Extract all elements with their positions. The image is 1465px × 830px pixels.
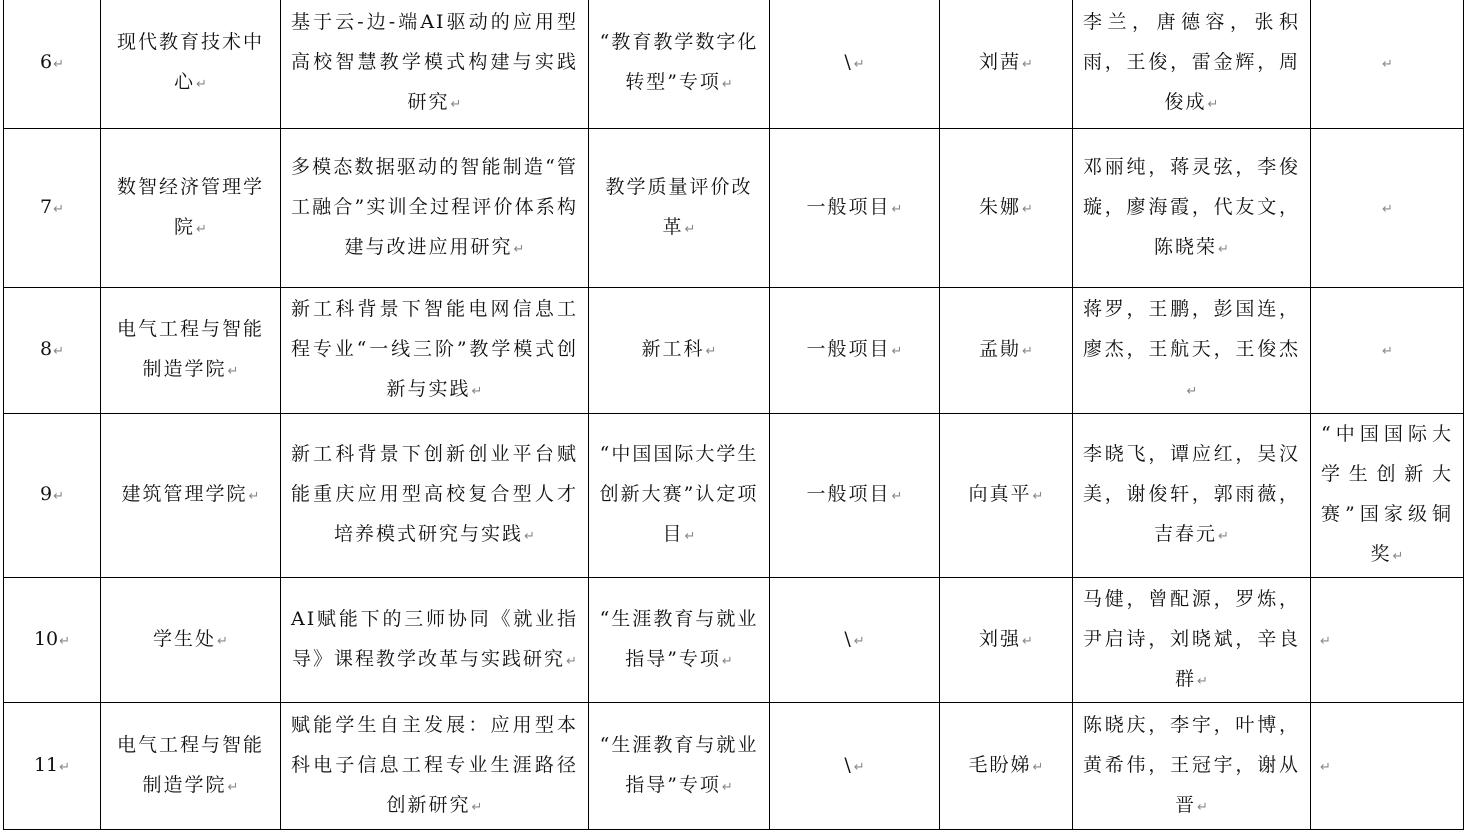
leader-cell: [940, 414, 1073, 578]
leader-cell: [940, 288, 1073, 414]
project-leader: 朱娜: [979, 195, 1022, 218]
paragraph-mark-icon: [854, 760, 865, 775]
project-title: 赋能学生自主发展：应用型本科电子信息工程专业生涯路径创新研究: [291, 713, 578, 816]
college-cell: [101, 0, 281, 129]
category-cell: [589, 288, 770, 414]
leader-cell: [940, 129, 1073, 288]
project-leader: 孟勛: [979, 338, 1022, 360]
project-level: 一般项目: [806, 195, 891, 218]
paragraph-mark-icon: [1197, 800, 1208, 815]
members-cell: [1073, 578, 1311, 703]
college-name: 建筑管理学院: [121, 483, 248, 505]
college-name: 数智经济管理学院: [116, 175, 264, 238]
paragraph-mark-icon: [566, 654, 577, 669]
level-cell: [770, 288, 940, 414]
paragraph-mark-icon: [53, 57, 64, 72]
project-title: 基于云-边-端AI驱动的应用型高校智慧教学模式构建与实践研究: [291, 11, 578, 113]
paragraph-mark-icon: [249, 489, 260, 504]
project-note: “中国国际大学生创新大赛”国家级铜奖: [1321, 423, 1453, 565]
project-level: 一般项目: [806, 338, 891, 360]
table-row: [4, 129, 1464, 288]
paragraph-mark-icon: [1208, 97, 1219, 112]
project-category: “教育教学数字化转型”专项: [599, 31, 759, 93]
row-number-cell: [4, 0, 101, 129]
paragraph-mark-icon: [892, 344, 903, 359]
paragraph-mark-icon: [1022, 344, 1033, 359]
paragraph-mark-icon: [892, 489, 903, 504]
project-members: 李兰，唐德容，张积雨，王俊，雷金辉，周俊成: [1083, 11, 1300, 113]
category-cell: [589, 414, 770, 578]
paragraph-mark-icon: [451, 97, 462, 112]
project-category: “中国国际大学生创新大赛”认定项目: [599, 443, 759, 545]
note-cell: [1311, 578, 1464, 703]
paragraph-mark-icon: [196, 222, 207, 237]
paragraph-mark-icon: [53, 202, 64, 217]
category-cell: [589, 0, 770, 129]
project-level: 一般项目: [806, 483, 891, 505]
college-cell: [101, 414, 281, 578]
table-row: [4, 288, 1464, 414]
paragraph-mark-icon: [1022, 634, 1033, 649]
paragraph-mark-icon: [53, 489, 64, 504]
row-number-cell: [4, 414, 101, 578]
project-category: “生涯教育与就业指导”专项: [599, 733, 759, 796]
project-members: 蒋罗，王鹏，彭国连，廖杰，王航天，王俊杰: [1083, 298, 1300, 360]
paragraph-mark-icon: [1218, 529, 1229, 544]
paragraph-mark-icon: [1033, 489, 1044, 504]
paragraph-mark-icon: [1187, 384, 1198, 399]
level-cell: [770, 0, 940, 129]
paragraph-mark-icon: [722, 654, 733, 669]
title-cell: [281, 0, 589, 129]
paragraph-mark-icon: [1022, 202, 1033, 217]
paragraph-mark-icon: [1382, 344, 1393, 359]
table-row: [4, 703, 1464, 830]
paragraph-mark-icon: [59, 634, 70, 649]
paragraph-mark-icon: [228, 780, 239, 795]
college-name: 电气工程与智能制造学院: [116, 733, 264, 796]
project-leader: 刘茜: [979, 51, 1022, 73]
leader-cell: [940, 0, 1073, 129]
college-cell: [101, 578, 281, 703]
title-cell: [281, 703, 589, 830]
project-title: 多模态数据驱动的智能制造“管工融合”实训全过程评价体系构建与改进应用研究: [291, 155, 578, 258]
project-title: AI赋能下的三师协同《就业指导》课程教学改革与实践研究: [291, 607, 578, 670]
project-leader: 向真平: [968, 483, 1032, 505]
category-cell: [589, 129, 770, 288]
row-number-cell: [4, 129, 101, 288]
project-members: 邓丽纯，蒋灵弦，李俊璇，廖海霞，代友文，陈晓荣: [1083, 155, 1300, 258]
leader-cell: [940, 578, 1073, 703]
college-name: 学生处: [153, 627, 217, 650]
members-cell: [1073, 288, 1311, 414]
row-number: 7: [40, 195, 53, 218]
paragraph-mark-icon: [722, 780, 733, 795]
paragraph-mark-icon: [1218, 242, 1229, 257]
paragraph-mark-icon: [854, 634, 865, 649]
project-category: 新工科: [641, 338, 705, 360]
project-title: 新工科背景下创新创业平台赋能重庆应用型高校复合型人才培养模式研究与实践: [291, 443, 578, 545]
row-number-cell: [4, 703, 101, 830]
project-table: [3, 0, 1464, 830]
note-cell: [1311, 703, 1464, 830]
paragraph-mark-icon: [472, 384, 483, 399]
project-category: “生涯教育与就业指导”专项: [599, 607, 759, 670]
category-cell: [589, 578, 770, 703]
paragraph-mark-icon: [706, 344, 717, 359]
project-level: \: [844, 753, 853, 776]
college-cell: [101, 129, 281, 288]
level-cell: [770, 414, 940, 578]
category-cell: [589, 703, 770, 830]
row-number: 8: [40, 338, 53, 360]
table-row: [4, 0, 1464, 129]
members-cell: [1073, 0, 1311, 129]
row-number-cell: [4, 578, 101, 703]
row-number-cell: [4, 288, 101, 414]
paragraph-mark-icon: [59, 760, 70, 775]
paragraph-mark-icon: [1320, 760, 1331, 775]
paragraph-mark-icon: [1393, 549, 1404, 564]
project-level: \: [844, 627, 853, 650]
row-number: 11: [33, 753, 59, 776]
table-row: [4, 578, 1464, 703]
row-number: 9: [40, 483, 53, 505]
paragraph-mark-icon: [196, 77, 207, 92]
note-cell: [1311, 0, 1464, 129]
project-leader: 刘强: [979, 627, 1022, 650]
paragraph-mark-icon: [1382, 202, 1393, 217]
project-members: 马健，曾配源，罗炼，尹启诗，刘晓斌，辛良群: [1083, 587, 1300, 690]
college-name: 现代教育技术中心: [116, 31, 264, 93]
paragraph-mark-icon: [722, 77, 733, 92]
project-title: 新工科背景下智能电网信息工程专业“一线三阶”教学模式创新与实践: [291, 298, 578, 400]
level-cell: [770, 129, 940, 288]
paragraph-mark-icon: [685, 222, 696, 237]
project-category: 教学质量评价改革: [605, 175, 753, 238]
paragraph-mark-icon: [1382, 57, 1393, 72]
college-name: 电气工程与智能制造学院: [116, 318, 264, 380]
note-cell: [1311, 414, 1464, 578]
college-cell: [101, 703, 281, 830]
row-number: 6: [40, 51, 53, 73]
paragraph-mark-icon: [472, 800, 483, 815]
paragraph-mark-icon: [228, 364, 239, 379]
title-cell: [281, 414, 589, 578]
paragraph-mark-icon: [514, 242, 525, 257]
members-cell: [1073, 703, 1311, 830]
paragraph-mark-icon: [1320, 634, 1331, 649]
table-row: [4, 414, 1464, 578]
row-number: 10: [33, 627, 59, 650]
members-cell: [1073, 129, 1311, 288]
note-cell: [1311, 129, 1464, 288]
note-cell: [1311, 288, 1464, 414]
paragraph-mark-icon: [1197, 674, 1208, 689]
level-cell: [770, 703, 940, 830]
project-level: \: [844, 51, 853, 73]
paragraph-mark-icon: [1033, 760, 1044, 775]
project-members: 李晓飞，谭应红，吴汉美，谢俊轩，郭雨薇，吉春元: [1083, 443, 1300, 545]
paragraph-mark-icon: [854, 57, 865, 72]
paragraph-mark-icon: [1022, 57, 1033, 72]
title-cell: [281, 578, 589, 703]
paragraph-mark-icon: [217, 634, 228, 649]
project-members: 陈晓庆，李宇，叶博，黄希伟，王冠宇，谢从晋: [1083, 713, 1300, 816]
paragraph-mark-icon: [53, 344, 64, 359]
members-cell: [1073, 414, 1311, 578]
project-leader: 毛盼娣: [968, 753, 1032, 776]
level-cell: [770, 578, 940, 703]
title-cell: [281, 129, 589, 288]
paragraph-mark-icon: [892, 202, 903, 217]
leader-cell: [940, 703, 1073, 830]
paragraph-mark-icon: [524, 529, 535, 544]
title-cell: [281, 288, 589, 414]
paragraph-mark-icon: [685, 529, 696, 544]
college-cell: [101, 288, 281, 414]
